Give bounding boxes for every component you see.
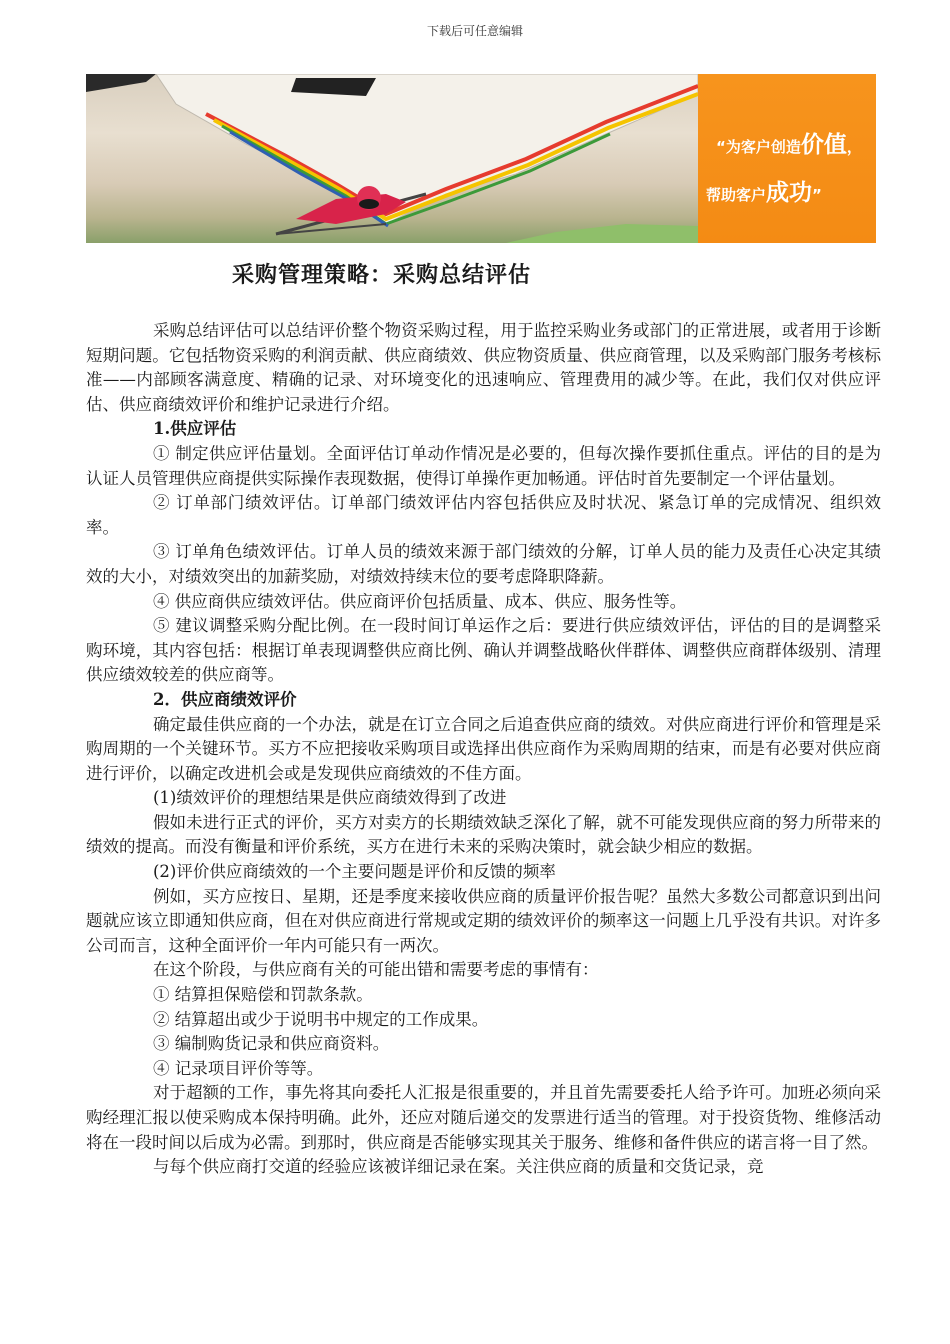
hang-glider-photo: [86, 74, 698, 243]
list-item: ④ 记录项目评价等等。: [153, 1058, 324, 1078]
section-heading: 1.供应评估: [153, 419, 237, 439]
paragraph: 例如，买方应按日、星期，还是季度来接收供应商的质量评价报告呢？虽然大多数公司都意识到出问题就应该立即通知供应商，但在对供应商进行常规或定期的绩效评价的频率这一问题上几乎没有共识。对许多公司而言，这种全面评价一年内可能只有一两次。: [86, 886, 881, 955]
list-item: ① 结算担保赔偿和罚款条款。: [153, 985, 373, 1005]
paragraph: ③ 订单角色绩效评估。订单人员的绩效来源于部门绩效的分解，订单人员的能力及责任心决定其绩效的大小，对绩效突出的加薪奖励，对绩效持续末位的要考虑降职降薪。: [86, 542, 881, 586]
document-title: 采购管理策略：采购总结评估: [232, 263, 532, 288]
banner: [86, 74, 876, 243]
paragraph: ② 订单部门绩效评估。订单部门绩效评估内容包括供应及时状况、紧急订单的完成情况、组织效率。: [86, 493, 881, 537]
hang-glider-illustration: [86, 74, 698, 243]
paragraph: 确定最佳供应商的一个办法，就是在订立合同之后追查供应商的绩效。对供应商进行评价和管理是采购周期的一个关键环节。买方不应把接收采购项目或选择出供应商作为采购周期的结束，而是有必要对供应商进行评价，以确定改进机会或是发现供应商绩效的不佳方面。: [86, 714, 881, 783]
slogan-line-1-suffix: ，: [846, 138, 862, 156]
list-item: ② 结算超出或少于说明书中规定的工作成果。: [153, 1009, 489, 1029]
paragraph: ① 制定供应评估量划。全面评估订单动作情况是必要的，但每次操作要抓住重点。评估的目的是为认证人员管理供应商提供实际操作表现数据，使得订单操作更加畅通。评估时首先要制定一个评估量划。: [86, 443, 881, 488]
slogan-line-2-suffix: ”: [812, 186, 822, 204]
slogan-line-1-emphasis: 价值: [800, 132, 847, 158]
paragraph: 对于超额的工作，事先将其向委托人汇报是很重要的，并且首先需要委托人给予许可。加班必须向采购经理汇报以使采购成本保持明确。此外，还应对随后递交的发票进行适当的管理。对于投资货物、维修活动将在一段时间以后成为必需。到那时，供应商是否能够实现其关于服务、维修和备件供应的诺言将一目了然。: [86, 1083, 881, 1152]
paragraph: 与每个供应商打交道的经验应该被详细记录在案。关注供应商的质量和交货记录，竞: [153, 1157, 764, 1177]
slogan-line-1: [716, 126, 862, 159]
list-item: ③ 编制购货记录和供应商资料。: [153, 1034, 390, 1054]
paragraph: 在这个阶段，与供应商有关的可能出错和需要考虑的事情有：: [153, 960, 599, 980]
page-header-note: 下载后可任意编辑: [426, 24, 523, 38]
paragraph: ④ 供应商供应绩效评估。供应商评价包括质量、成本、供应、服务性等。: [153, 591, 687, 611]
section-heading: 2．供应商绩效评价: [153, 689, 297, 709]
document-body: [86, 319, 881, 1180]
slogan-line-2-emphasis: 成功: [766, 180, 813, 206]
paragraph: 采购总结评估可以总结评价整个物资采购过程，用于监控采购业务或部门的正常进展，或者用于诊断短期问题。它包括物资采购的利润贡献、供应商绩效、供应物资质量、供应商管理，以及采购部门服务考核标准——内部顾客满意度、精确的记录、对环境变化的迅速响应、管理费用的减少等。在此，我们仅对供应评估、供应商绩效评价和维护记录进行介绍。: [86, 321, 881, 414]
slogan-line-2-prefix: 帮助客户: [706, 186, 767, 204]
subheading: (2)评价供应商绩效的一个主要问题是评价和反馈的频率: [153, 862, 556, 882]
paragraph: ⑤ 建议调整采购分配比例。在一段时间订单运作之后：要进行供应绩效评估，评估的目的是调整采购环境，其内容包括：根据订单表现调整供应商比例、确认并调整战略伙伴群体、调整供应商群体级别、清理供应绩效较差的供应商等。: [86, 616, 881, 685]
subheading: (1)绩效评价的理想结果是供应商绩效得到了改进: [153, 788, 507, 808]
paragraph: 假如未进行正式的评价，买方对卖方的长期绩效缺乏深化了解，就不可能发现供应商的努力所带来的绩效的提高。而没有衡量和评价系统，买方在进行未来的采购决策时，就会缺少相应的数据。: [86, 812, 881, 857]
slogan-line-1-prefix: “为客户创造: [716, 138, 801, 156]
slogan-panel: [698, 74, 876, 243]
slogan-line-2: [706, 174, 822, 207]
